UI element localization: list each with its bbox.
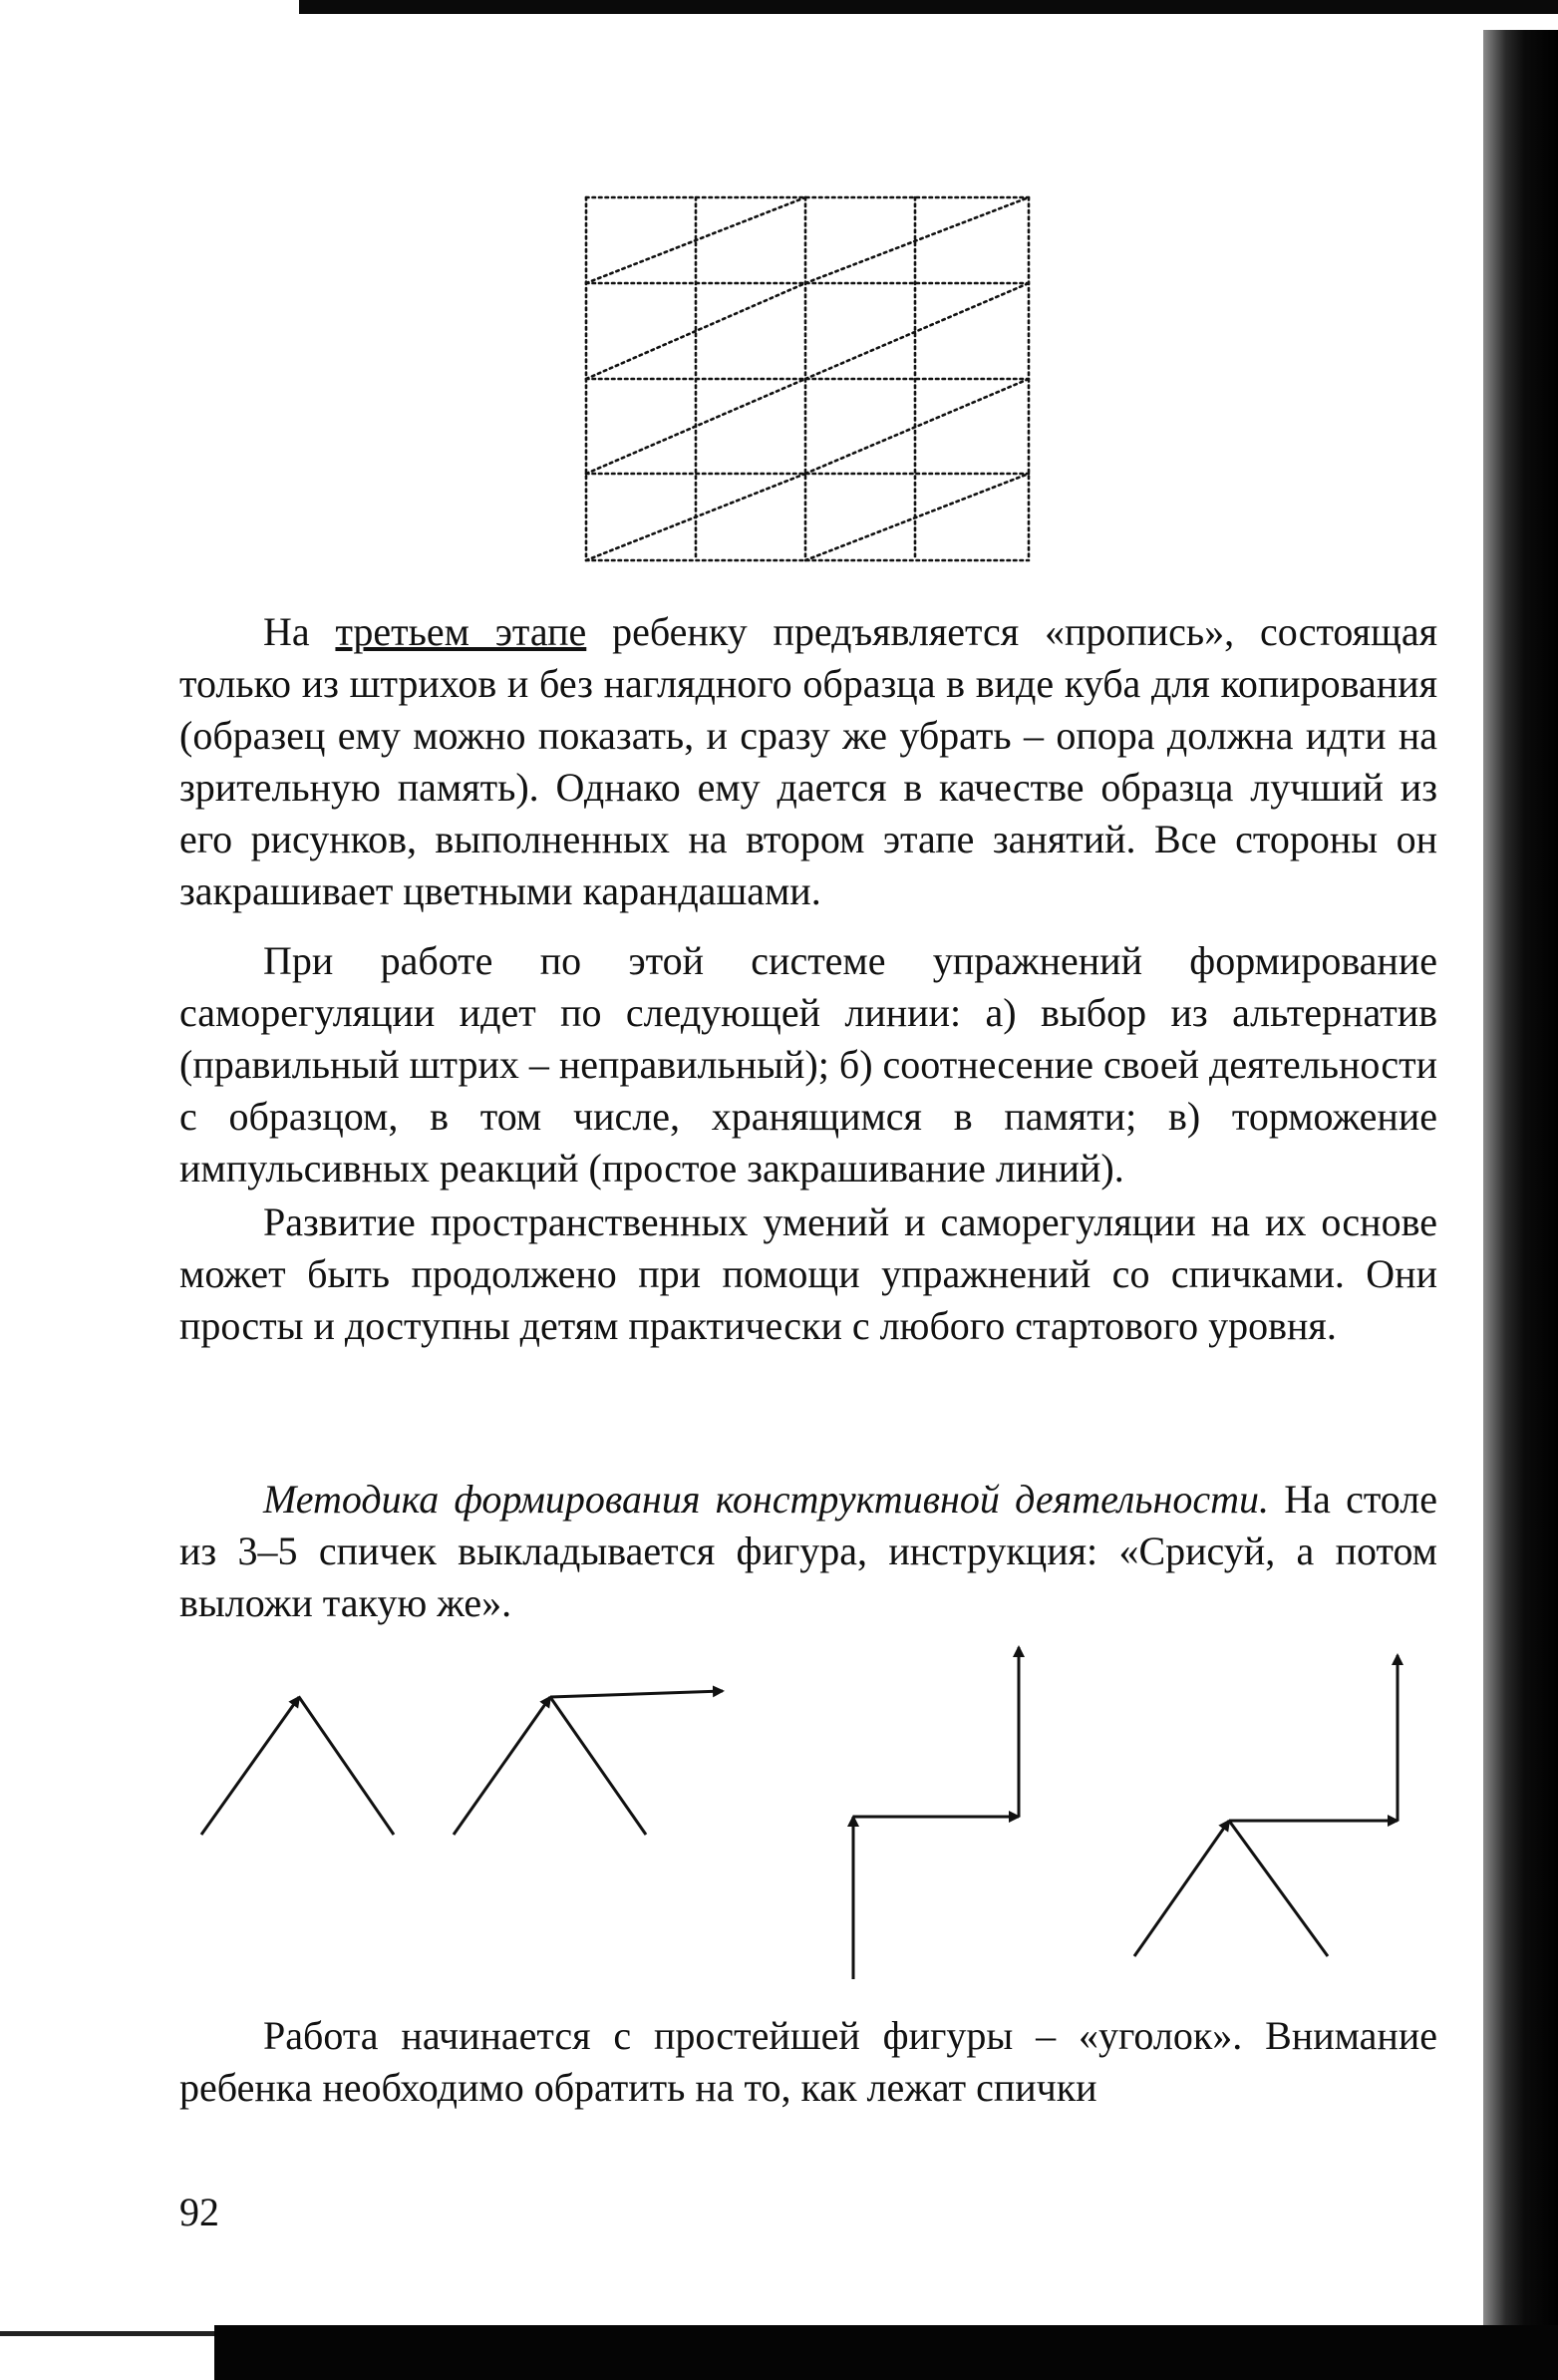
match-figures xyxy=(179,1635,1435,1994)
paragraph-text: На столе из 3–5 спичек выкладывается фигура, инструкция: «Срисуй, а потом выложи такую же». xyxy=(179,1477,1437,1625)
paragraph-text: При работе по этой системе упражнений формирование саморегуляции идет по следующей линии: а) выбор из альтернатив (правильный штрих – неправильный); б) соотнесение своей деятельности с образцом, в том числе, хранящимся в памяти; в) торможение импульсивных реакций (простое закрашивание линий). xyxy=(179,938,1437,1190)
paragraph-self-regulation xyxy=(179,935,1437,1194)
match-figure-step xyxy=(853,1647,1019,1979)
match-figure-corner xyxy=(201,1697,394,1835)
method-title: Методика формирования конструктивной деятельности. xyxy=(263,1477,1269,1522)
paragraph-text: ребенку предъявляется «пропись», состоящая только из штрихов и без наглядного образца в виде куба для копирования (образец ему можно показать, и сразу же убрать – опора должна идти на зрительную память). Однако ему дается в качестве образца лучший из его рисунков, выполненных на втором этапе занятий. Все стороны он закрашивает цветными карандашами. xyxy=(179,609,1437,913)
scan-edge-bottom xyxy=(214,2325,1558,2380)
paragraph-text: Работа начинается с простейшей фигуры – «уголок». Внимание ребенка необходимо обратить на то, как лежат спички xyxy=(179,2013,1437,2110)
paragraph-text: Развитие пространственных умений и саморегуляции на их основе может быть продолжено при помощи упражнений со спичками. Они просты и доступны детям практически с любого стартового уровня. xyxy=(179,1199,1437,1348)
paragraph-spatial-skills xyxy=(179,1196,1437,1352)
paragraph-method xyxy=(179,1474,1437,1629)
underlined-term: третьем этапе xyxy=(335,609,587,654)
scan-edge-right xyxy=(1483,30,1558,2380)
page-number: 92 xyxy=(179,2190,219,2234)
paragraph-third-stage xyxy=(179,606,1437,917)
match-figure-corner-step xyxy=(1134,1655,1398,1956)
scan-edge-top xyxy=(299,0,1558,14)
dotted-grid-figure xyxy=(578,189,1037,568)
scan-edge-bottom-left xyxy=(0,2331,229,2336)
paragraph-corner-figure xyxy=(179,2010,1437,2114)
match-figure-corner-horizontal xyxy=(454,1691,723,1835)
paragraph-text: На xyxy=(263,609,336,654)
